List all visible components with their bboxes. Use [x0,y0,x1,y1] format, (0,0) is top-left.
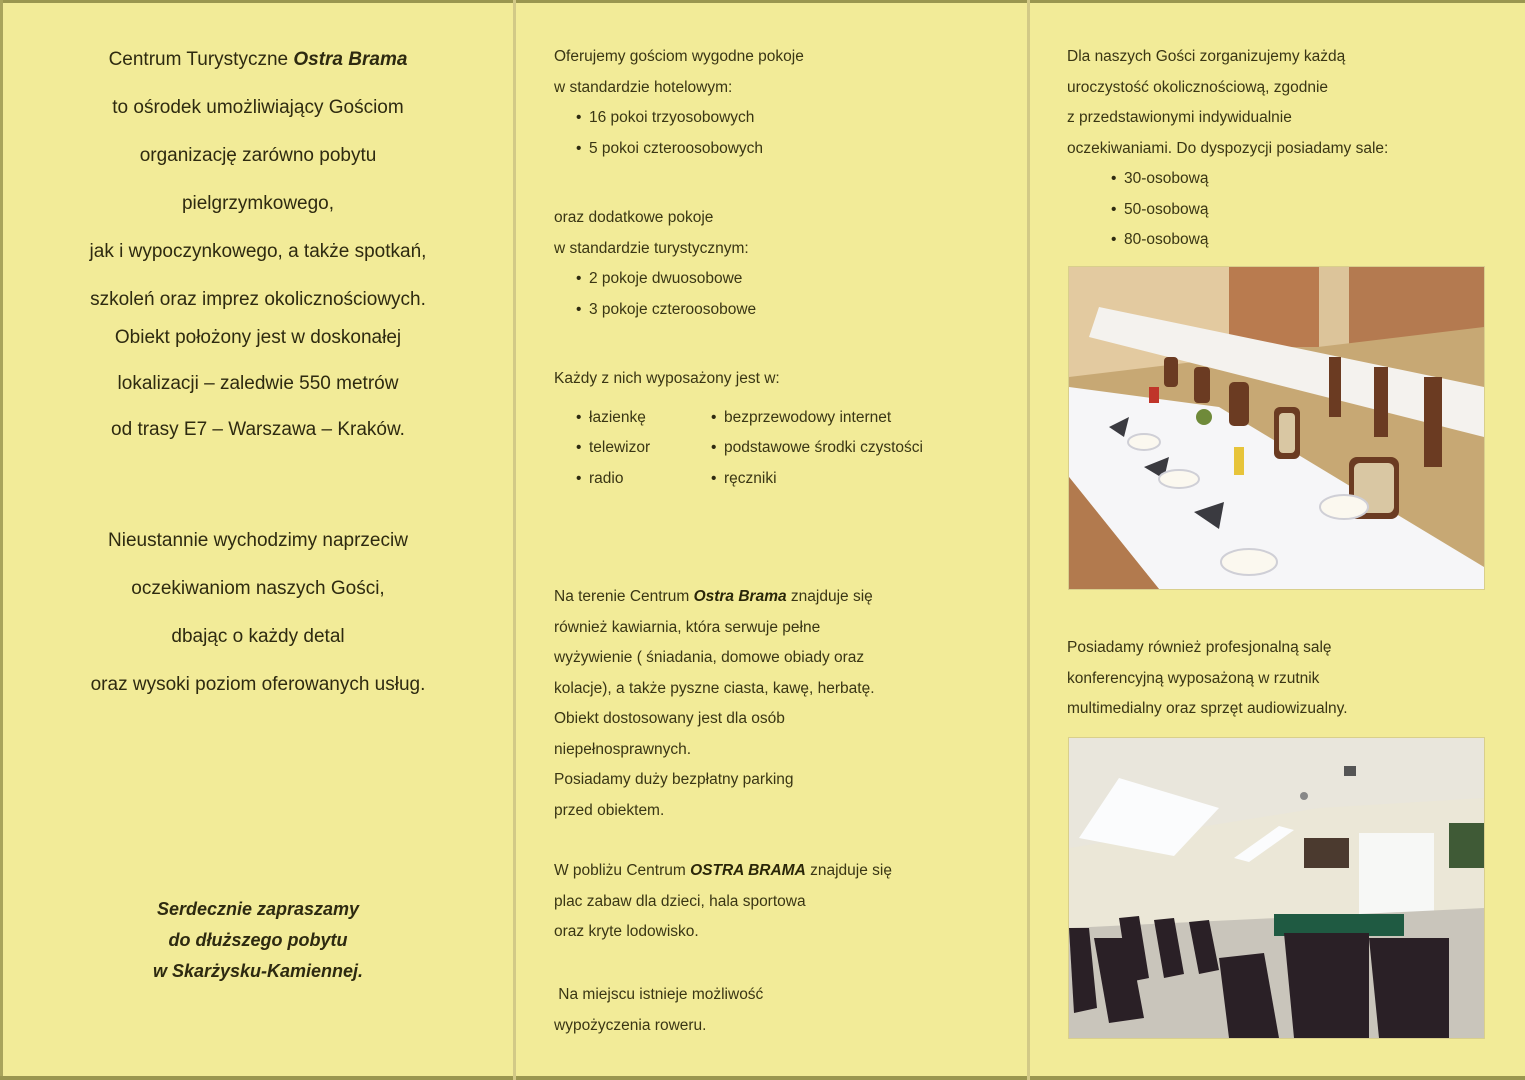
events-line: Dla naszych Gości zorganizujemy każdą [1067,48,1346,65]
intro-line [3,44,513,92]
invite-line: w Skarżysku-Kamiennej. [152,961,364,981]
tourist-rooms-list [576,264,756,325]
conference-section [1067,633,1348,725]
panel-right [1030,0,1525,1076]
cafe-line: również kawiarnia, która serwuje pełne [554,618,821,636]
equipment-columns [576,403,923,495]
promise-line: oczekiwaniom naszych Gości, [131,578,385,599]
conference-room-photo [1068,737,1485,1039]
conference-line: Posiadamy również profesjonalną salę [1067,639,1332,656]
list-item: • łazienkę [576,403,711,434]
halls-list [1111,164,1388,256]
parking-line: Posiadamy duży bezpłatny parking [554,771,794,788]
intro-line: pielgrzymkowego, [181,193,335,214]
intro-line: od trasy E7 – Warszawa – Kraków. [111,419,405,440]
intro-line: to ośrodek umożliwiający Gościom [112,97,404,118]
section-heading: Każdy z nich wyposażony jest w: [554,370,780,387]
cafe-line [554,582,875,613]
promise-line: Nieustannie wychodzimy naprzeciw [108,530,408,551]
equipment-list-left [576,403,711,495]
invite-line: do dłuższego pobytu [168,930,348,950]
intro-line: lokalizacji – zaledwie 550 metrów [117,373,399,394]
conference-line: multimedialny oraz sprzęt audiowizualny. [1067,700,1348,717]
promise-line: dbając o każdy detal [171,626,345,647]
nearby-text: W pobliżu Centrum [554,862,691,879]
brand-name: Ostra Brama [293,49,408,70]
intro-line: Obiekt położony jest w doskonałej [114,327,402,348]
nearby-line: oraz kryte lodowisko. [554,923,699,940]
hotel-rooms-section [554,42,804,164]
list-item: • bezprzewodowy internet [711,403,923,434]
list-item: • 30-osobową [1111,164,1388,195]
list-item: • radio [576,464,711,495]
list-item: • 5 pokoi czteroosobowych [576,134,804,165]
list-item: • 3 pokoje czteroosobowe [576,295,756,326]
list-item: • 16 pokoi trzyosobowych [576,103,804,134]
nearby-section [554,856,892,948]
bike-rental-section [554,980,763,1041]
banquet-hall-image [1069,267,1484,589]
promise-paragraph [3,525,513,717]
conference-room-image [1069,738,1484,1038]
section-heading: w standardzie turystycznym: [554,239,749,257]
list-item: • telewizor [576,433,711,464]
intro-line: szkoleń oraz imprez okolicznościowych. [90,289,426,310]
cafe-text: znajduje się [786,588,873,605]
nearby-line: plac zabaw dla dzieci, hala sportowa [554,892,806,910]
section-heading: w standardzie hotelowym: [554,78,733,96]
bike-line: Na miejscu istnieje możliwość [554,986,764,1003]
brand-name: OSTRA BRAMA [690,862,806,879]
list-item: • ręczniki [711,464,923,495]
invitation [3,894,513,987]
room-equipment-section [554,364,923,494]
banquet-hall-photo [1068,266,1485,590]
equipment-list-right [711,403,923,495]
accessibility-line: niepełnosprawnych. [554,740,692,758]
cafe-line: wyżywienie ( śniadania, domowe obiady oraz [554,649,865,666]
section-heading: oraz dodatkowe pokoje [554,209,714,226]
events-section [1067,42,1388,256]
conference-line: konferencyjną wyposażoną w rzutnik [1067,669,1320,687]
cafe-section [554,582,875,826]
list-item: • 50-osobową [1111,195,1388,226]
parking-line: przed obiektem. [554,801,665,819]
intro-line: jak i wypoczynkowego, a także spotkań, [89,241,427,262]
nearby-text: znajduje się [805,862,892,879]
list-item: • 2 pokoje dwuosobowe [576,264,756,295]
events-line: uroczystość okolicznościową, zgodnie [1067,78,1329,96]
bike-line: wypożyczenia roweru. [554,1016,707,1034]
brand-name: Ostra Brama [693,588,787,605]
section-heading: Oferujemy gościom wygodne pokoje [554,48,804,65]
page-bottom-border [0,1076,1525,1080]
events-line: oczekiwaniami. Do dyspozycji posiadamy sale: [1067,139,1389,157]
intro-text: Centrum Turystyczne [108,49,294,70]
list-item: • 80-osobową [1111,225,1388,256]
cafe-line: kolacje), a także pyszne ciasta, kawę, herbatę. [554,679,875,697]
hotel-rooms-list [576,103,804,164]
accessibility-line: Obiekt dostosowany jest dla osób [554,710,785,727]
panel-left [3,0,513,1076]
events-line: z przedstawionymi indywidualnie [1067,109,1292,126]
cafe-text: Na terenie Centrum [554,588,694,605]
intro-line: organizację zarówno pobytu [139,145,377,166]
tourist-rooms-section [554,203,756,325]
list-item: • podstawowe środki czystości [711,433,923,464]
intro-paragraph [3,44,513,460]
promise-line: oraz wysoki poziom oferowanych usług. [90,674,426,695]
panel-middle [516,0,1027,1076]
nearby-line [554,856,892,887]
invite-line: Serdecznie zapraszamy [156,899,360,919]
